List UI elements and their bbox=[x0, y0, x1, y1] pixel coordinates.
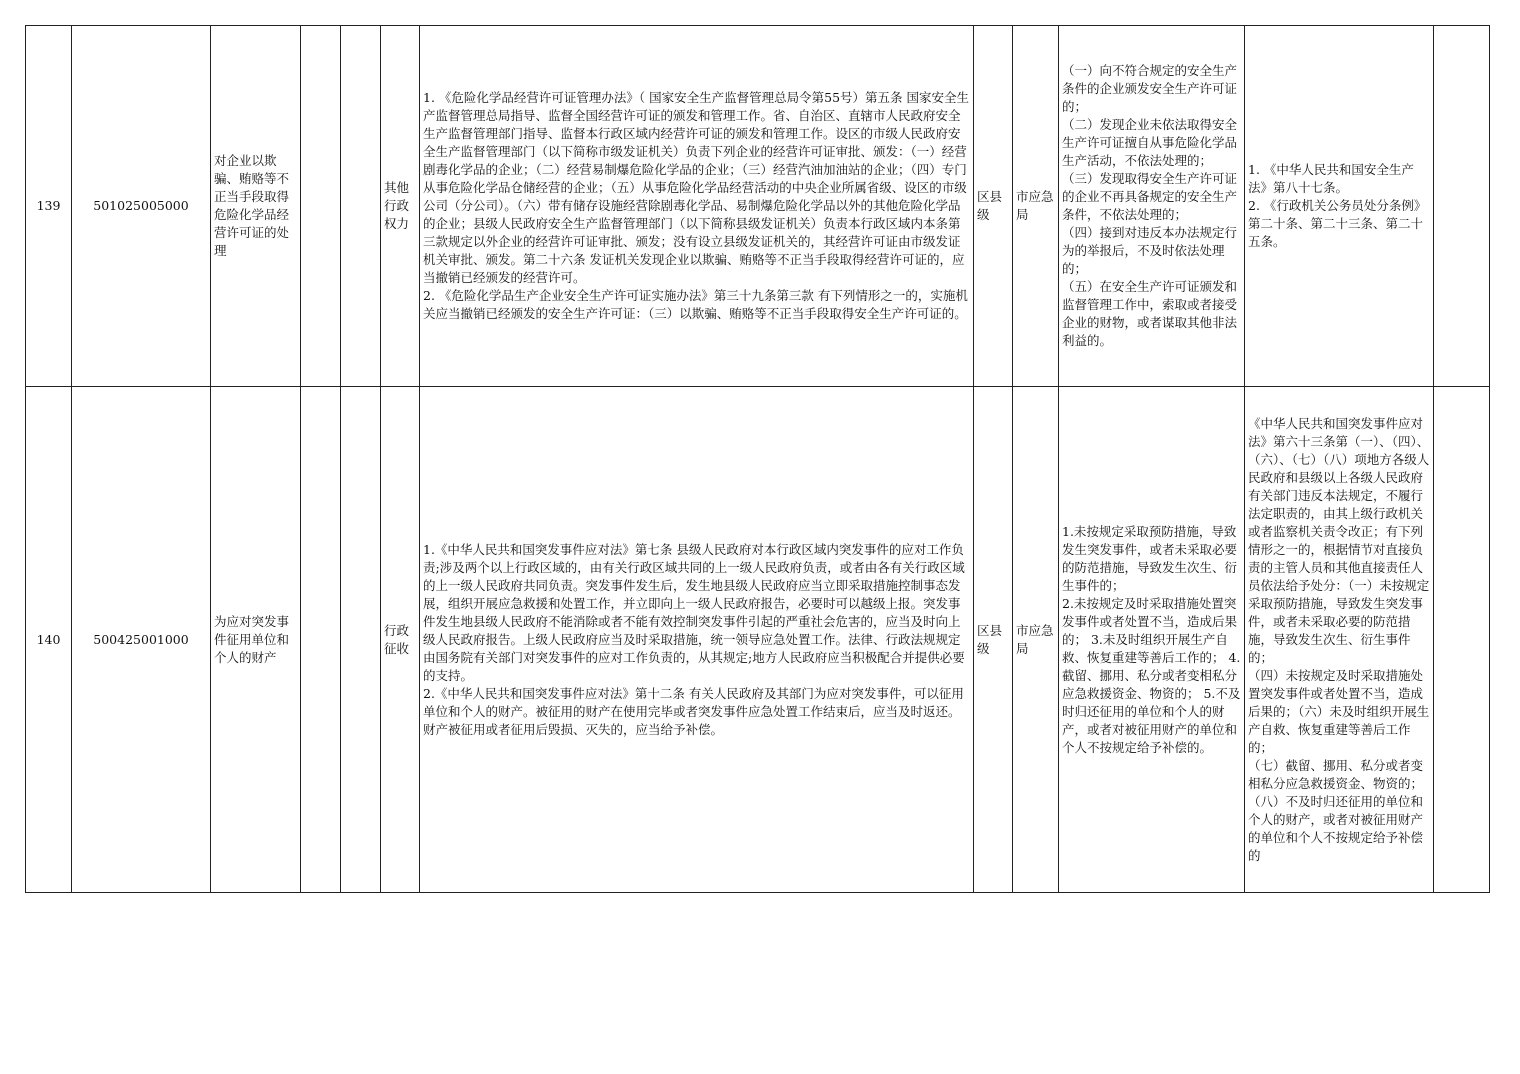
power-type-cell: 行政征收 bbox=[381, 387, 420, 893]
duty-item: （一）向不符合规定的安全生产条件的企业颁发安全生产许可证的； bbox=[1062, 63, 1238, 114]
power-type-cell: 其他行政权力 bbox=[381, 26, 420, 387]
legal-basis-paragraph: 1.《中华人民共和国突发事件应对法》第七条 县级人民政府对本行政区域内突发事件的应对工作负责;涉及两个以上行政区域的，由有关行政区域共同的上一级人民政府负责，或者由各有关行政区域的上一级人民政府共同负责。突发事件发生后，发生地县级人民政府应当立即采取措施控制事态发展，组织开展应急救援和处置工作，并立即向上一级人民政府报告，必要时可以越级上报。突发事件发生地县级人民政府不能消除或者不能有效控制突发事件引起的严重社会危害的，应当及时向上级人民政府报告。上级人民政府应当及时采取措施，统一领导应急处置工作。法律、行政法规规定由国务院有关部门对突发事件的应对工作负责的，从其规定;地方人民政府应当积极配合并提供必要的支持。 bbox=[423, 541, 965, 683]
duty-item: 2.未按规定及时采取措施处置突发事件或者处置不当，造成后果的； 3.未及时组织开展生产自救、恢复重建等善后工作的； 4.截留、挪用、私分或者变相私分应急救援资金、物资的； 5.不及时归还征用的单位和个人的财产，或者对被征用财产的单位和个人不按规定给予补偿的。 bbox=[1062, 595, 1241, 755]
power-list-table bbox=[25, 25, 1490, 893]
legal-basis-paragraph: 2. 《危险化学品生产企业安全生产许可证实施办法》第三十九条第三款 有下列情形之一的，实施机关应当撤销已经颁发的安全生产许可证：（三）以欺骗、贿赂等不正当手段取得安全生产许可证的。 bbox=[423, 288, 968, 321]
department-cell: 市应急局 bbox=[1013, 387, 1059, 893]
department-cell: 市应急局 bbox=[1013, 26, 1059, 387]
legal-basis-cell bbox=[420, 387, 974, 893]
note-cell bbox=[1434, 387, 1490, 893]
legal-basis-cell bbox=[420, 26, 974, 387]
note-cell bbox=[1434, 26, 1490, 387]
table-row bbox=[26, 26, 1490, 387]
seq-cell: 140 bbox=[26, 387, 72, 893]
empty-cell bbox=[341, 387, 381, 893]
empty-cell bbox=[301, 26, 341, 387]
table-row bbox=[26, 387, 1490, 893]
item-name-cell: 为应对突发事件征用单位和个人的财产 bbox=[211, 387, 301, 893]
legal-basis-paragraph: 1. 《危险化学品经营许可证管理办法》（ 国家安全生产监督管理总局令第55号）第五条 国家安全生产监督管理总局指导、监督全国经营许可证的颁发和管理工作。省、自治区、直辖市人民政府安全生产监督管理部门指导、监督本行政区域内经营许可证的颁发和管理工作。设区的市级人民政府安全生产监督管理部门（以下简称市级发证机关）负责下列企业的经营许可证审批、颁发：（一）经营剧毒化学品的企业；（二）经营易制爆危险化学品的企业；（三）经营汽油加油站的企业；（四）专门从事危险化学品仓储经营的企业；（五）从事危险化学品经营活动的中央企业所属省级、设区的市级公司（分公司）。（六）带有储存设施经营除剧毒化学品、易制爆危险化学品以外的其他危险化学品的企业；县级人民政府安全生产监督管理部门（以下简称县级发证机关）负责本行政区域内本条第三款规定以外企业的经营许可证审批、颁发；没有设立县级发证机关的，其经营许可证由市级发证机关审批、颁发。第二十六条 发证机关发现企业以欺骗、贿赂等不正当手段取得经营许可证的，应当撤销已经颁发的经营许可。 bbox=[423, 90, 970, 285]
code-cell: 501025005000 bbox=[72, 26, 211, 387]
duty-item: （四）接到对违反本办法规定行为的举报后，不及时依法处理的； bbox=[1062, 225, 1238, 276]
accountability-item: （七）截留、挪用、私分或者变相私分应急救援资金、物资的；（八）不及时归还征用的单位和个人的财产，或者对被征用财产的单位和个人不按规定给予补偿的 bbox=[1248, 757, 1424, 863]
accountability-item: （四）未按规定及时采取措施处置突发事件或者处置不当，造成后果的；（六）未及时组织开展生产自救、恢复重建等善后工作的； bbox=[1248, 667, 1430, 755]
level-cell: 区县级 bbox=[974, 387, 1013, 893]
duty-item: 1.未按规定采取预防措施，导致发生突发事件，或者未采取必要的防范措施，导致发生次生、衍生事件的； bbox=[1062, 523, 1238, 593]
duty-cell bbox=[1059, 387, 1245, 893]
item-name-cell: 对企业以欺骗、贿赂等不正当手段取得危险化学品经营许可证的处理 bbox=[211, 26, 301, 387]
accountability-basis-cell bbox=[1245, 387, 1434, 893]
accountability-item: 1. 《中华人民共和国安全生产法》第八十七条。 bbox=[1248, 162, 1414, 195]
accountability-basis-cell bbox=[1245, 26, 1434, 387]
seq-cell: 139 bbox=[26, 26, 72, 387]
empty-cell bbox=[301, 387, 341, 893]
accountability-item: 《中华人民共和国突发事件应对法》第六十三条第（一）、（四）、（六）、（七）（八）项地方各级人民政府和县级以上各级人民政府有关部门违反本法规定，不履行法定职责的，由其上级行政机关或者监察机关责令改正；有下列情形之一的，根据情节对直接负责的主管人员和其他直接责任人员依法给予处分：（一）未按规定采取预防措施，导致发生突发事件，或者未采取必要的防范措施，导致发生次生、衍生事件的； bbox=[1248, 415, 1430, 665]
level-cell: 区县级 bbox=[974, 26, 1013, 387]
empty-cell bbox=[341, 26, 381, 387]
duty-item: （三）发现取得安全生产许可证的企业不再具备规定的安全生产条件，不依法处理的； bbox=[1062, 171, 1238, 222]
legal-basis-paragraph: 2.《中华人民共和国突发事件应对法》第十二条 有关人民政府及其部门为应对突发事件，可以征用单位和个人的财产。被征用的财产在使用完毕或者突发事件应急处置工作结束后，应当及时返还。财产被征用或者征用后毁损、灭失的，应当给予补偿。 bbox=[423, 685, 964, 737]
duty-item: （二）发现企业未依法取得安全生产许可证擅自从事危险化学品生产活动，不依法处理的； bbox=[1062, 117, 1238, 168]
accountability-item: 2. 《行政机关公务员处分条例》第二十条、第二十三条、第二十五条。 bbox=[1248, 198, 1427, 249]
code-cell: 500425001000 bbox=[72, 387, 211, 893]
duty-cell bbox=[1059, 26, 1245, 387]
duty-item: （五）在安全生产许可证颁发和监督管理工作中，索取或者接受企业的财物，或者谋取其他非法利益的。 bbox=[1062, 279, 1238, 348]
